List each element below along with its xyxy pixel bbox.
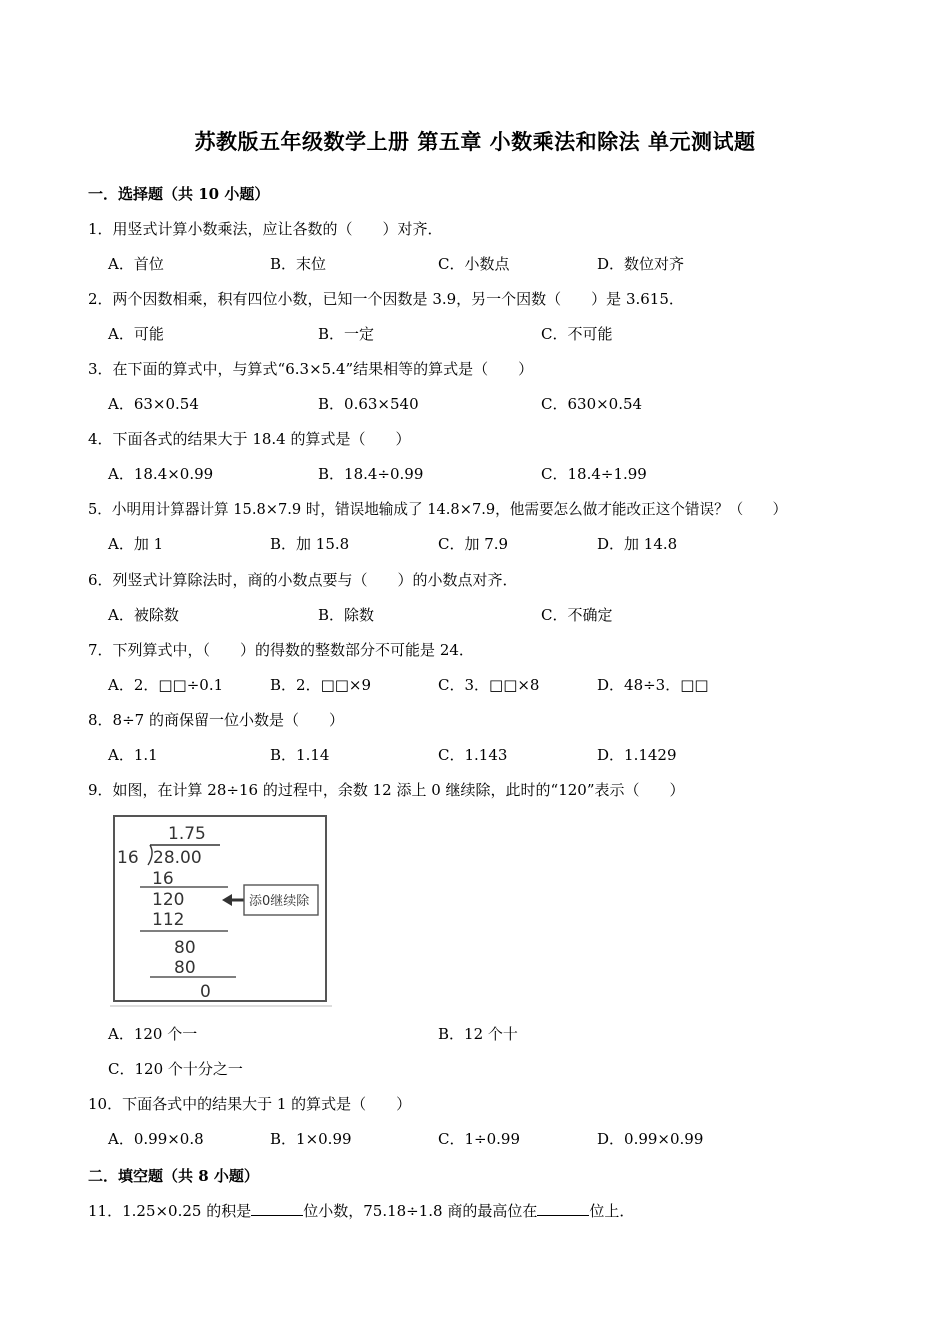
question-3-option-a[interactable]: A．63×0.54 xyxy=(108,395,199,413)
question-1-option-b[interactable]: B．末位 xyxy=(270,255,327,273)
question-1-option-d[interactable]: D．数位对齐 xyxy=(597,255,685,273)
question-5-option-d[interactable]: D．加 14.8 xyxy=(597,535,678,553)
answer-blank-2[interactable] xyxy=(537,1201,589,1216)
question-5-option-b[interactable]: B．加 15.8 xyxy=(270,535,350,553)
question-8-option-d[interactable]: D．1.1429 xyxy=(597,746,677,764)
question-9-option-c[interactable]: C．120 个十分之一 xyxy=(108,1060,243,1078)
question-2-stem: 2．两个因数相乘，积有四位小数，已知一个因数是 3.9，另一个因数（ ）是 3.615． xyxy=(88,290,684,308)
question-4-option-b[interactable]: B．18.4÷0.99 xyxy=(318,465,424,483)
question-7-option-c[interactable]: C．3．□□×8 xyxy=(438,676,540,694)
question-9-stem: 9．如图，在计算 28÷16 的过程中，余数 12 添上 0 继续除，此时的“120”表示（ ） xyxy=(88,781,685,799)
question-7-option-a[interactable]: A．2．□□÷0.1 xyxy=(108,676,224,694)
question-7-option-d[interactable]: D．48÷3．□□ xyxy=(597,676,709,694)
row-112-text: 112 xyxy=(152,910,185,930)
question-4-stem: 4．下面各式的结果大于 18.4 的算式是（ ） xyxy=(88,430,411,448)
question-10-option-a[interactable]: A．0.99×0.8 xyxy=(108,1130,204,1148)
row-16-text: 16 xyxy=(152,869,174,889)
question-5-option-a[interactable]: A．加 1 xyxy=(108,535,164,553)
question-5-stem: 5．小明用计算器计算 15.8×7.9 时，错误地输成了 14.8×7.9，他需要怎么做才能改正这个错误？（ ） xyxy=(88,501,788,518)
question-6-stem: 6．列竖式计算除法时，商的小数点要与（ ）的小数点对齐． xyxy=(88,571,518,589)
question-1-option-c[interactable]: C．小数点 xyxy=(438,255,510,273)
question-4-option-c[interactable]: C．18.4÷1.99 xyxy=(541,465,647,483)
question-6-option-c[interactable]: C．不确定 xyxy=(541,606,613,624)
question-7-stem: 7．下列算式中，（ ）的得数的整数部分不可能是 24． xyxy=(88,641,474,659)
question-8-stem: 8．8÷7 的商保留一位小数是（ ） xyxy=(88,711,344,729)
question-3-option-b[interactable]: B．0.63×540 xyxy=(318,395,419,413)
callout-text: 添0继续除 xyxy=(249,894,310,909)
question-9-option-a[interactable]: A．120 个一 xyxy=(108,1025,198,1043)
long-division-figure xyxy=(110,812,332,1008)
divisor-text: 16 xyxy=(117,848,139,868)
row-0-text: 0 xyxy=(200,982,211,1002)
question-6-option-a[interactable]: A．被除数 xyxy=(108,606,179,624)
question-3-option-c[interactable]: C．630×0.54 xyxy=(541,395,643,413)
question-10-option-c[interactable]: C．1÷0.99 xyxy=(438,1130,520,1148)
answer-blank-1[interactable] xyxy=(251,1201,303,1216)
question-9-option-b[interactable]: B．12 个十 xyxy=(438,1025,518,1043)
dividend-text: 28.00 xyxy=(153,848,202,868)
question-5-option-c[interactable]: C．加 7.9 xyxy=(438,535,509,553)
section-heading-choice: 一．选择题（共 10 小题） xyxy=(88,185,270,203)
question-10-option-b[interactable]: B．1×0.99 xyxy=(270,1130,352,1148)
quotient-text: 1.75 xyxy=(168,824,206,844)
question-8-option-b[interactable]: B．1.14 xyxy=(270,746,330,764)
question-1-option-a[interactable]: A．首位 xyxy=(108,255,164,273)
question-6-option-b[interactable]: B．除数 xyxy=(318,606,375,624)
row-120-text: 120 xyxy=(152,890,185,910)
question-10-option-d[interactable]: D．0.99×0.99 xyxy=(597,1130,704,1148)
section-heading-fill: 二．填空题（共 8 小题） xyxy=(88,1167,259,1185)
question-2-option-c[interactable]: C．不可能 xyxy=(541,325,613,343)
question-8-option-c[interactable]: C．1.143 xyxy=(438,746,508,764)
question-2-option-b[interactable]: B．一定 xyxy=(318,325,375,343)
question-7-option-b[interactable]: B．2．□□×9 xyxy=(270,676,372,694)
question-11-part1: 11．1.25×0.25 的积是 xyxy=(88,1202,252,1220)
question-11 xyxy=(88,1200,634,1221)
question-3-stem: 3．在下面的算式中，与算式“6.3×5.4”结果相等的算式是（ ） xyxy=(88,360,534,378)
question-8-option-a[interactable]: A．1.1 xyxy=(108,746,158,764)
row-80-a-text: 80 xyxy=(174,938,196,958)
question-4-option-a[interactable]: A．18.4×0.99 xyxy=(108,465,214,483)
question-11-part2: 位小数，75.18÷1.8 商的最高位在 xyxy=(303,1202,538,1220)
question-10-stem: 10．下面各式中的结果大于 1 的算式是（ ） xyxy=(88,1095,412,1113)
question-11-part3: 位上． xyxy=(589,1202,635,1220)
row-80-b-text: 80 xyxy=(174,958,196,978)
question-1-stem: 1．用竖式计算小数乘法，应让各数的（ ）对齐． xyxy=(88,220,443,238)
question-2-option-a[interactable]: A．可能 xyxy=(108,325,164,343)
page-title: 苏教版五年级数学上册 第五章 小数乘法和除法 单元测试题 xyxy=(194,129,756,154)
